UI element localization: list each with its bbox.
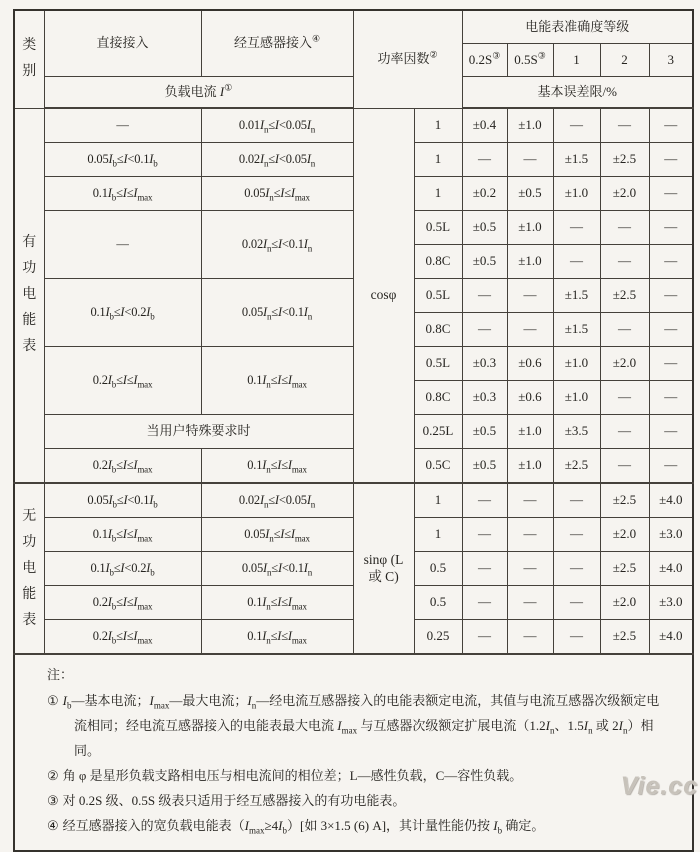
cell-error: ±2.0 (600, 586, 649, 620)
cell-current-direct: $0.05I_b\le I<0.1I_b$ (44, 143, 201, 177)
cell-error: ±2.0 (600, 347, 649, 381)
header-class: 2 (600, 44, 649, 77)
cell-error: — (649, 347, 693, 381)
note-text: 经互感器接入的宽负载电能表$(I_{max}\ge 4I_b)$[如 3×1.5 (6) A]，其计量性能仍按 $I_b$ 确定。 (62, 817, 545, 836)
cell-pf-value: 0.5C (414, 449, 462, 484)
cell-error: ±0.4 (462, 108, 507, 143)
cell-error: ±1.5 (553, 279, 600, 313)
cell-error: — (553, 245, 600, 279)
cell-error: ±3.0 (649, 518, 693, 552)
cell-pf-value: 0.5 (414, 552, 462, 586)
cell-error: — (462, 620, 507, 655)
cell-current-via: $0.02I_n\le I<0.05I_n$ (201, 143, 353, 177)
cell-error: — (507, 279, 553, 313)
header-row-1 (14, 10, 693, 44)
cell-error: — (600, 415, 649, 449)
cell-pf-value: 1 (414, 177, 462, 211)
cell-error: — (600, 245, 649, 279)
pf-symbol-cos: cosφ (353, 108, 414, 483)
cell-error: — (462, 143, 507, 177)
cell-error: — (649, 279, 693, 313)
cell-error: — (649, 108, 693, 143)
cell-error: ±0.5 (507, 177, 553, 211)
cell-special-request: 当用户特殊要求时 (44, 415, 353, 449)
header-class: 1 (553, 44, 600, 77)
cell-error: ±0.3 (462, 347, 507, 381)
note-item (47, 814, 672, 839)
header-power-factor: 功率因数② (353, 10, 462, 108)
cell-current-direct: $0.2I_b\le I\le I_{max}$ (44, 620, 201, 655)
cell-error: — (649, 415, 693, 449)
category-reactive-label: 无功电能表 (22, 508, 37, 628)
notes-cell (14, 654, 693, 851)
cell-current-direct: $0.2I_b\le I\le I_{max}$ (44, 449, 201, 484)
note-text: 角 φ 是星形负载支路相电压与相电流间的相位差；L—感性负载，C—容性负载。 (62, 767, 523, 783)
cell-pf-value: 1 (414, 108, 462, 143)
cell-error: ±1.5 (553, 143, 600, 177)
cell-error: ±0.5 (462, 245, 507, 279)
note-item (47, 764, 672, 789)
header-class: 3 (649, 44, 693, 77)
cell-error: ±2.5 (600, 483, 649, 518)
header-category (14, 10, 44, 108)
cell-error: ±4.0 (649, 483, 693, 518)
header-via-ct: 经互感器接入④ (201, 10, 353, 77)
cell-error: — (649, 449, 693, 484)
cell-error: ±0.5 (462, 415, 507, 449)
cell-current-direct: — (44, 108, 201, 143)
cell-error: — (600, 449, 649, 484)
cell-error: — (462, 518, 507, 552)
cell-error: ±3.5 (553, 415, 600, 449)
cell-error: ±1.5 (553, 313, 600, 347)
cell-error: ±0.3 (462, 381, 507, 415)
table-row (14, 483, 693, 518)
note-marker: ① (47, 692, 59, 708)
cell-error: ±1.0 (553, 177, 600, 211)
notes-row (14, 654, 693, 851)
cell-pf-value: 0.8C (414, 313, 462, 347)
cell-error: — (462, 586, 507, 620)
cell-current-direct: $0.1I_b\le I<0.2I_b$ (44, 279, 201, 347)
cell-current-direct: $0.2I_b\le I\le I_{max}$ (44, 347, 201, 415)
header-direct: 直接接入 (44, 10, 201, 77)
cell-error: — (600, 108, 649, 143)
cell-error: ±0.6 (507, 381, 553, 415)
cell-error: — (553, 483, 600, 518)
category-reactive (14, 483, 44, 654)
note-item (47, 789, 672, 814)
cell-error: ±0.5 (462, 449, 507, 484)
cell-error: ±2.0 (600, 177, 649, 211)
cell-error: — (507, 552, 553, 586)
header-load-current: 负载电流 I① (44, 77, 353, 109)
cell-error: ±3.0 (649, 586, 693, 620)
cell-current-direct: $0.1I_b\le I\le I_{max}$ (44, 518, 201, 552)
cell-current-direct: $0.1I_b\le I\le I_{max}$ (44, 177, 201, 211)
cell-error: — (649, 245, 693, 279)
header-error-limit: 基本误差限/% (462, 77, 693, 109)
header-class: 0.2S③ (462, 44, 507, 77)
cell-error: ±1.0 (507, 108, 553, 143)
cell-pf-value: 0.8C (414, 381, 462, 415)
cell-error: ±2.5 (600, 552, 649, 586)
cell-error: — (553, 620, 600, 655)
cell-current-via: $0.05I_n\le I<0.1I_n$ (201, 552, 353, 586)
category-active-label: 有功电能表 (22, 235, 37, 355)
cell-error: ±2.5 (600, 143, 649, 177)
cell-error: — (649, 177, 693, 211)
cell-error: ±2.5 (600, 620, 649, 655)
cell-error: ±1.0 (507, 211, 553, 245)
cell-error: — (649, 143, 693, 177)
pf-symbol-sin: sinφ (L 或 C) (353, 483, 414, 654)
cell-error: ±4.0 (649, 620, 693, 655)
cell-error: ±1.0 (553, 381, 600, 415)
cell-error: ±1.0 (507, 449, 553, 484)
cell-pf-value: 0.8C (414, 245, 462, 279)
cell-error: — (649, 381, 693, 415)
cell-current-via: $0.1I_n\le I\le I_{max}$ (201, 347, 353, 415)
cell-error: — (507, 143, 553, 177)
cell-error: ±2.0 (600, 518, 649, 552)
cell-current-via: $0.02I_n\le I<0.1I_n$ (201, 211, 353, 279)
cell-error: ±2.5 (600, 279, 649, 313)
note-marker: ② (47, 767, 59, 783)
cell-current-direct: — (44, 211, 201, 279)
cell-error: — (507, 620, 553, 655)
cell-error: ±1.0 (553, 347, 600, 381)
cell-error: ±1.0 (507, 415, 553, 449)
cell-pf-value: 0.25 (414, 620, 462, 655)
header-accuracy-title: 电能表准确度等级 (462, 10, 693, 44)
cell-error: ±0.2 (462, 177, 507, 211)
cell-current-via: $0.01I_n\le I<0.05I_n$ (201, 108, 353, 143)
category-active (14, 108, 44, 483)
cell-error: — (507, 586, 553, 620)
cell-error: ±1.0 (507, 245, 553, 279)
cell-error: — (649, 313, 693, 347)
cell-current-direct: $0.2I_b\le I\le I_{max}$ (44, 586, 201, 620)
cell-error: — (507, 313, 553, 347)
header-category-label: 类别 (22, 38, 37, 80)
accuracy-table (13, 9, 694, 852)
cell-pf-value: 1 (414, 143, 462, 177)
cell-current-via: $0.05I_n\le I\le I_{max}$ (201, 518, 353, 552)
cell-error: — (600, 313, 649, 347)
cell-pf-value: 0.5L (414, 279, 462, 313)
cell-error: — (462, 279, 507, 313)
cell-pf-value: 0.5 (414, 586, 462, 620)
cell-error: — (553, 518, 600, 552)
cell-current-direct: $0.05I_b\le I<0.1I_b$ (44, 483, 201, 518)
cell-pf-value: 0.25L (414, 415, 462, 449)
cell-current-via: $0.1I_n\le I\le I_{max}$ (201, 449, 353, 484)
header-class: 0.5S③ (507, 44, 553, 77)
cell-error: — (553, 552, 600, 586)
note-marker: ③ (47, 792, 59, 808)
cell-error: ±4.0 (649, 552, 693, 586)
cell-error: ±0.5 (462, 211, 507, 245)
cell-current-via: $0.05I_n\le I<0.1I_n$ (201, 279, 353, 347)
watermark-logo: Vie.cc (620, 772, 698, 800)
scanned-table-sheet (13, 9, 694, 852)
note-text: $I_b—$基本电流；$I_{max}—$最大电流；$I_n—$经电流互感器接入的电能表额定电流，其值与电流互感器次级额定电流相同；经电流互感器接入的电能表最大电流 $I_{max}$ 与互感器次级额定扩展电流（$1.2I_n$、$1.5I_n$ 或 $2I_n$）相同。 (62, 692, 660, 758)
cell-current-via: $0.05I_n\le I\le I_{max}$ (201, 177, 353, 211)
cell-pf-value: 1 (414, 483, 462, 518)
cell-error: — (600, 381, 649, 415)
cell-error: — (507, 483, 553, 518)
cell-error: — (600, 211, 649, 245)
cell-pf-value: 0.5L (414, 211, 462, 245)
cell-error: — (507, 518, 553, 552)
cell-error: ±0.6 (507, 347, 553, 381)
cell-error: — (462, 483, 507, 518)
cell-error: ±2.5 (553, 449, 600, 484)
cell-error: — (553, 211, 600, 245)
cell-error: — (553, 586, 600, 620)
cell-error: — (553, 108, 600, 143)
note-text: 对 0.2S 级、0.5S 级表只适用于经互感器接入的有功电能表。 (62, 792, 406, 808)
notes-label: 注： (47, 667, 74, 682)
table-row (14, 108, 693, 143)
note-marker: ④ (47, 817, 59, 833)
cell-error: — (462, 552, 507, 586)
cell-current-direct: $0.1I_b\le I<0.2I_b$ (44, 552, 201, 586)
cell-error: — (462, 313, 507, 347)
cell-current-via: $0.1I_n\le I\le I_{max}$ (201, 620, 353, 655)
cell-current-via: $0.1I_n\le I\le I_{max}$ (201, 586, 353, 620)
cell-current-via: $0.02I_n\le I<0.05I_n$ (201, 483, 353, 518)
cell-error: — (649, 211, 693, 245)
cell-pf-value: 0.5L (414, 347, 462, 381)
note-item (47, 689, 672, 764)
cell-pf-value: 1 (414, 518, 462, 552)
